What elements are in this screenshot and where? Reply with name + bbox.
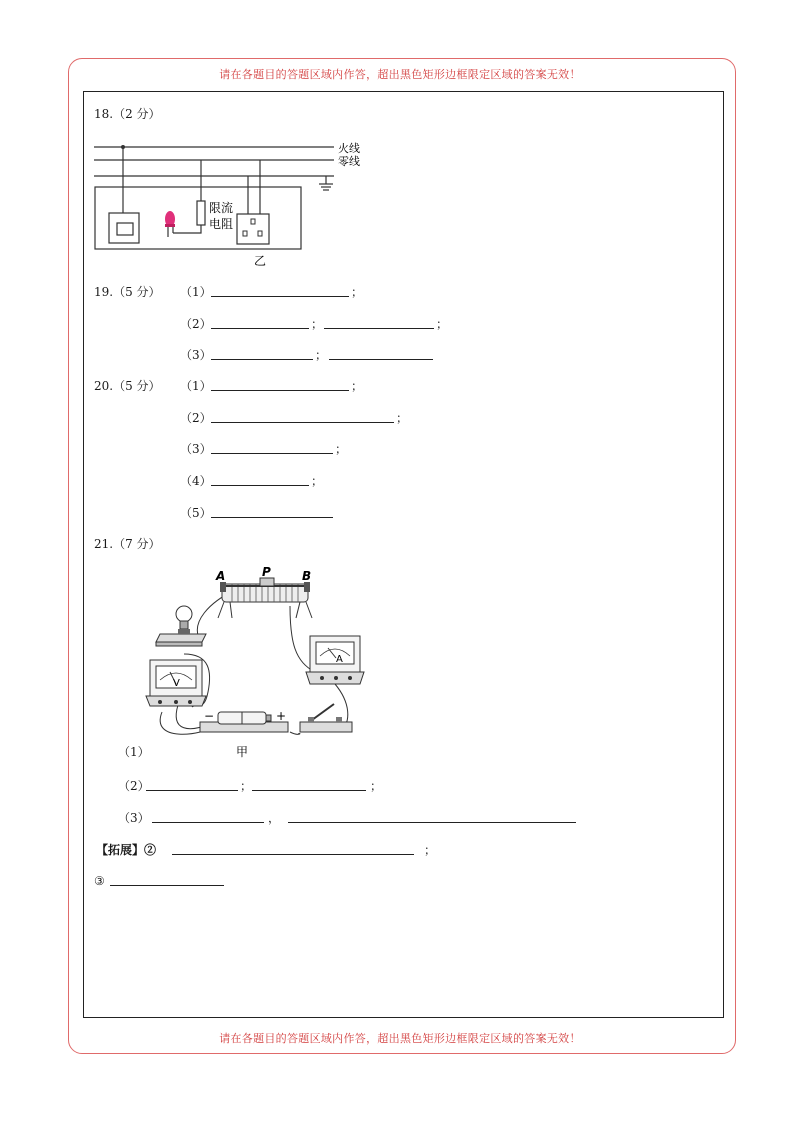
ext-p3-blank[interactable] — [110, 885, 224, 886]
q20-p5-label: （5） — [180, 506, 212, 520]
q19-p2-semi-b: ； — [436, 317, 449, 331]
ext-p3-label: ③ — [94, 874, 105, 888]
q20-p4-blank[interactable] — [211, 485, 309, 486]
q20-p1-blank[interactable] — [211, 390, 349, 391]
q19-p2-blank-a[interactable] — [211, 328, 309, 329]
q18-circuit-diagram — [94, 134, 374, 272]
q20-p2-semi: ； — [396, 411, 409, 425]
rheostat-terminal-b: B — [302, 569, 312, 583]
resistor-label-2: 电阻 — [209, 217, 234, 231]
q19-p3-label: （3） — [180, 348, 212, 362]
q20-p3-blank[interactable] — [211, 453, 333, 454]
battery-minus: − — [204, 709, 215, 723]
q21-p2-semi-b: ； — [370, 779, 383, 793]
q18-label: 18.（2 分） — [94, 107, 161, 121]
q19-p2-semi-a: ； — [311, 317, 324, 331]
q20-p1-semi: ； — [351, 379, 364, 393]
q21-p1-label: （1） — [118, 745, 150, 759]
ext-p2-blank[interactable] — [172, 854, 414, 855]
ext-p2-semi: ； — [424, 843, 437, 857]
q19-label: 19.（5 分） — [94, 285, 161, 299]
q21-p3-blank-b[interactable] — [288, 822, 576, 823]
q21-p3-blank-a[interactable] — [152, 822, 264, 823]
q21-p2-label: （2） — [118, 779, 150, 793]
ammeter-label: A — [336, 654, 343, 665]
q20-p3-semi: ； — [335, 442, 348, 456]
q21-p2-blank-b[interactable] — [252, 790, 366, 791]
ext-label: 【拓展】② — [96, 843, 157, 857]
q21-circuit-diagram — [140, 562, 376, 766]
q21-label: 21.（7 分） — [94, 537, 161, 551]
q19-p3-blank-a[interactable] — [211, 359, 313, 360]
q20-p2-blank[interactable] — [211, 422, 394, 423]
q19-p1-semi: ； — [351, 285, 364, 299]
q20-p1-label: （1） — [180, 379, 212, 393]
q19-p3-semi: ； — [315, 348, 328, 362]
diagram-caption-jia: 甲 — [236, 745, 249, 759]
bottom-notice: 请在各题目的答题区域内作答，超出黑色矩形边框限定区域的答案无效！ — [219, 1032, 581, 1045]
q21-p2-semi-a: ； — [240, 779, 253, 793]
neutral-wire-label: 零线 — [338, 155, 360, 168]
q19-p3-blank-b[interactable] — [329, 359, 433, 360]
live-wire-label: 火线 — [338, 142, 360, 155]
resistor-label-1: 限流 — [209, 201, 234, 215]
q19-p1-blank[interactable] — [211, 296, 349, 297]
q19-p1-label: （1） — [180, 285, 212, 299]
battery-plus: + — [276, 709, 287, 723]
q20-p3-label: （3） — [180, 442, 212, 456]
voltmeter-label: V — [173, 678, 180, 689]
rheostat-terminal-a: A — [216, 569, 226, 583]
q20-p4-label: （4） — [180, 474, 212, 488]
q19-p2-label: （2） — [180, 317, 212, 331]
q20-label: 20.（5 分） — [94, 379, 161, 393]
q21-p3-label: （3） — [118, 811, 150, 825]
top-notice: 请在各题目的答题区域内作答，超出黑色矩形边框限定区域的答案无效！ — [219, 68, 581, 81]
q20-p2-label: （2） — [180, 411, 212, 425]
diagram-caption-yi: 乙 — [254, 254, 267, 268]
q21-p3-comma: ， — [268, 811, 281, 825]
q21-p2-blank-a[interactable] — [146, 790, 238, 791]
q19-p2-blank-b[interactable] — [324, 328, 434, 329]
q20-p4-semi: ； — [311, 474, 324, 488]
q20-p5-blank[interactable] — [211, 517, 333, 518]
rheostat-slider-p: P — [262, 565, 271, 579]
